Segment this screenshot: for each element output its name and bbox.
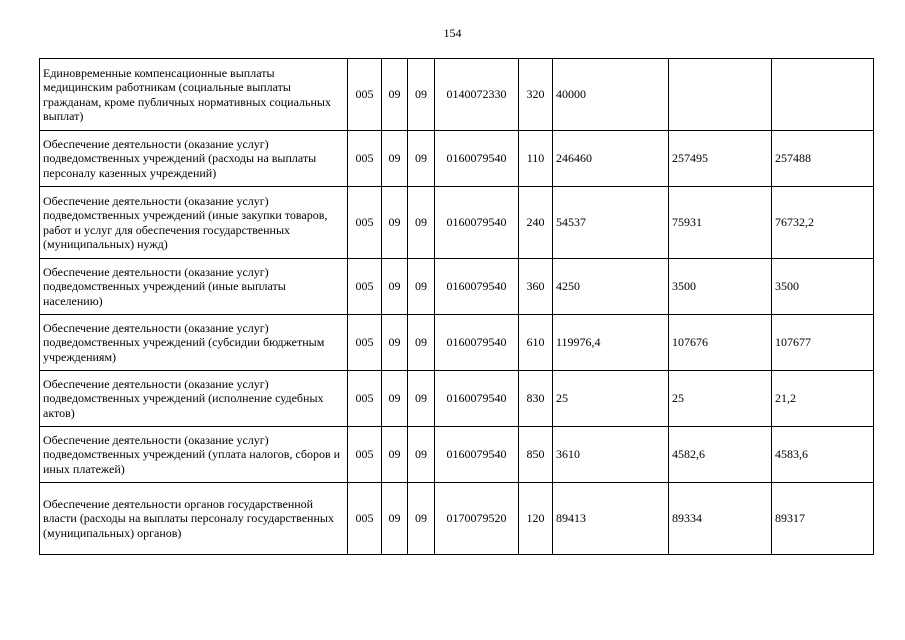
cell-subsection-code: 09 <box>408 315 435 371</box>
row-description: Обеспечение деятельности (оказание услуг) подведомственных учреждений (исполнение судебных актов) <box>40 371 348 427</box>
cell-amount-2: 75931 <box>669 187 772 259</box>
cell-expense-type-code: 610 <box>519 315 553 371</box>
cell-subsection-code: 09 <box>408 371 435 427</box>
cell-expense-type-code: 360 <box>519 259 553 315</box>
cell-amount-1: 246460 <box>553 131 669 187</box>
cell-expense-type-code: 850 <box>519 427 553 483</box>
table-row <box>40 315 874 371</box>
cell-amount-3: 89317 <box>772 483 874 555</box>
cell-target-article-code: 0160079540 <box>435 371 519 427</box>
cell-ved-code: 005 <box>348 259 382 315</box>
cell-ved-code: 005 <box>348 131 382 187</box>
cell-target-article-code: 0160079540 <box>435 187 519 259</box>
cell-amount-2: 25 <box>669 371 772 427</box>
cell-section-code: 09 <box>382 315 408 371</box>
cell-section-code: 09 <box>382 259 408 315</box>
cell-subsection-code: 09 <box>408 427 435 483</box>
cell-expense-type-code: 240 <box>519 187 553 259</box>
table-row <box>40 483 874 555</box>
table-row <box>40 187 874 259</box>
cell-amount-3: 21,2 <box>772 371 874 427</box>
cell-section-code: 09 <box>382 483 408 555</box>
cell-ved-code: 005 <box>348 59 382 131</box>
cell-amount-3: 3500 <box>772 259 874 315</box>
cell-ved-code: 005 <box>348 315 382 371</box>
cell-target-article-code: 0160079540 <box>435 259 519 315</box>
cell-amount-3: 257488 <box>772 131 874 187</box>
cell-amount-1: 3610 <box>553 427 669 483</box>
row-description: Единовременные компенсационные выплаты медицинским работникам (социальные выплаты гражданам, кроме публичных нормативных социальных выплат) <box>40 59 348 131</box>
cell-target-article-code: 0170079520 <box>435 483 519 555</box>
cell-section-code: 09 <box>382 59 408 131</box>
cell-amount-2: 257495 <box>669 131 772 187</box>
cell-amount-3: 107677 <box>772 315 874 371</box>
cell-subsection-code: 09 <box>408 131 435 187</box>
cell-subsection-code: 09 <box>408 483 435 555</box>
cell-amount-2: 107676 <box>669 315 772 371</box>
cell-amount-1: 89413 <box>553 483 669 555</box>
row-description: Обеспечение деятельности (оказание услуг) подведомственных учреждений (иные выплаты населению) <box>40 259 348 315</box>
row-description: Обеспечение деятельности (оказание услуг) подведомственных учреждений (субсидии бюджетным учреждениям) <box>40 315 348 371</box>
row-description: Обеспечение деятельности (оказание услуг) подведомственных учреждений (уплата налогов, сборов и иных платежей) <box>40 427 348 483</box>
cell-expense-type-code: 320 <box>519 59 553 131</box>
cell-amount-2: 3500 <box>669 259 772 315</box>
cell-ved-code: 005 <box>348 371 382 427</box>
table-body <box>40 59 874 555</box>
cell-amount-1: 4250 <box>553 259 669 315</box>
row-description: Обеспечение деятельности (оказание услуг) подведомственных учреждений (расходы на выплаты персоналу казенных учреждений) <box>40 131 348 187</box>
cell-amount-3 <box>772 59 874 131</box>
cell-amount-1: 119976,4 <box>553 315 669 371</box>
table-row <box>40 59 874 131</box>
cell-ved-code: 005 <box>348 427 382 483</box>
cell-ved-code: 005 <box>348 483 382 555</box>
cell-ved-code: 005 <box>348 187 382 259</box>
cell-subsection-code: 09 <box>408 59 435 131</box>
table-row <box>40 427 874 483</box>
table-row <box>40 131 874 187</box>
cell-amount-2: 89334 <box>669 483 772 555</box>
cell-target-article-code: 0140072330 <box>435 59 519 131</box>
cell-section-code: 09 <box>382 371 408 427</box>
page-number: 154 <box>443 26 462 40</box>
row-description: Обеспечение деятельности органов государственной власти (расходы на выплаты персоналу государственных (муниципальных) органов) <box>40 483 348 555</box>
cell-section-code: 09 <box>382 131 408 187</box>
cell-target-article-code: 0160079540 <box>435 315 519 371</box>
cell-amount-2 <box>669 59 772 131</box>
budget-table <box>39 58 874 555</box>
cell-expense-type-code: 120 <box>519 483 553 555</box>
cell-section-code: 09 <box>382 187 408 259</box>
cell-subsection-code: 09 <box>408 259 435 315</box>
cell-amount-3: 4583,6 <box>772 427 874 483</box>
table-row <box>40 371 874 427</box>
cell-target-article-code: 0160079540 <box>435 427 519 483</box>
cell-amount-1: 54537 <box>553 187 669 259</box>
row-description: Обеспечение деятельности (оказание услуг) подведомственных учреждений (иные закупки товаров, работ и услуг для обеспечения государственных (муниципальных) нужд) <box>40 187 348 259</box>
cell-amount-2: 4582,6 <box>669 427 772 483</box>
cell-amount-1: 25 <box>553 371 669 427</box>
cell-target-article-code: 0160079540 <box>435 131 519 187</box>
cell-expense-type-code: 830 <box>519 371 553 427</box>
cell-amount-3: 76732,2 <box>772 187 874 259</box>
table-row <box>40 259 874 315</box>
cell-amount-1: 40000 <box>553 59 669 131</box>
cell-expense-type-code: 110 <box>519 131 553 187</box>
cell-subsection-code: 09 <box>408 187 435 259</box>
cell-section-code: 09 <box>382 427 408 483</box>
